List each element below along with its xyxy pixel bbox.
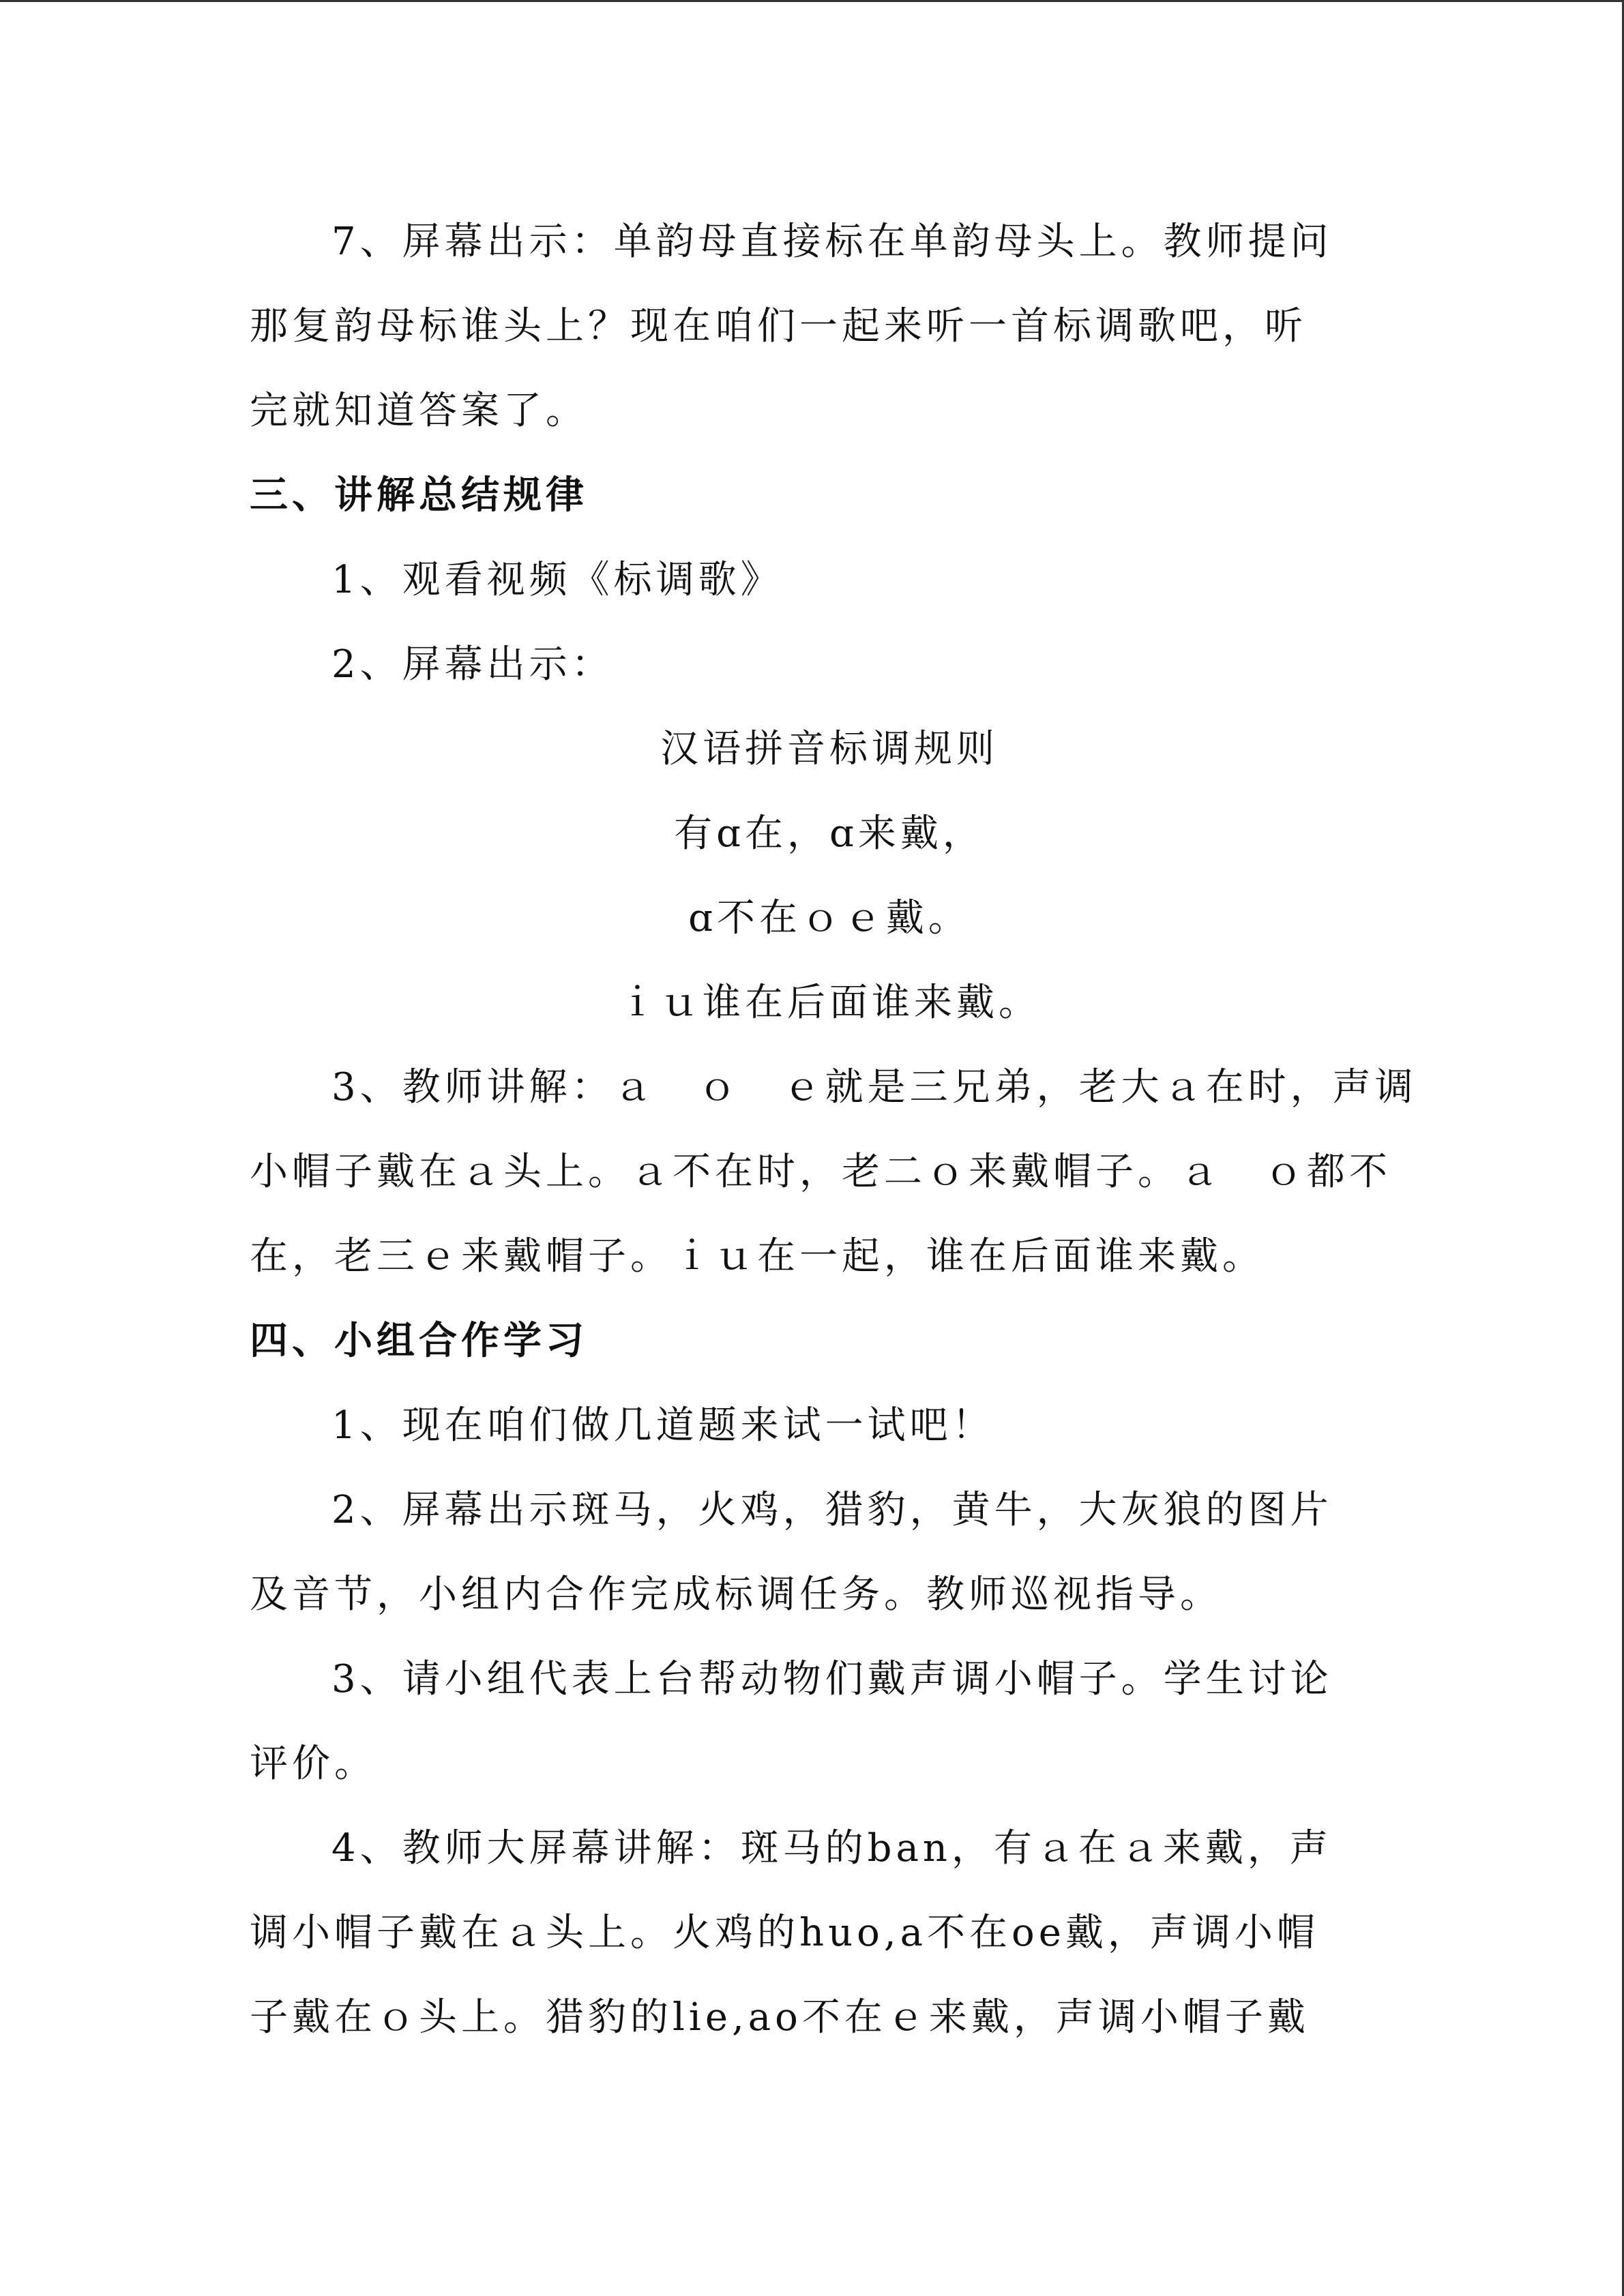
paragraph-line: 1、现在咱们做几道题来试一试吧！ [331,1403,994,1448]
paragraph-line: 评价。 [250,1742,377,1786]
paragraph-line: 2、屏幕出示： [331,642,614,687]
paragraph-line: 完就知道答案了。 [250,389,588,433]
rule-title: 汉语拼音标调规则 [660,727,999,771]
paragraph-line: 小帽子戴在ａ头上。ａ不在时，老二ｏ来戴帽子。ａ ｏ都不 [250,1150,1391,1194]
rule-line: ｉｕ谁在后面谁来戴。 [618,981,1041,1025]
paragraph-line: 4、教师大屏幕讲解：斑马的ban，有ａ在ａ来戴，声 [331,1826,1332,1870]
section-heading-3: 三、讲解总结规律 [250,473,588,518]
paragraph-line: 7、屏幕出示：单韵母直接标在单韵母头上。教师提问 [331,220,1333,264]
section-heading-4: 四、小组合作学习 [250,1319,588,1363]
paragraph-line: 1、观看视频《标调歌》 [331,558,783,602]
document-body [250,200,1417,2060]
rule-line: 有ɑ在，ɑ来戴， [674,811,985,856]
rule-line: ɑ不在ｏｅ戴。 [688,896,971,940]
paragraph-line: 那复韵母标谁头上？现在咱们一起来听一首标调歌吧，听 [250,304,1307,348]
paragraph-line: 3、请小组代表上台帮动物们戴声调小帽子。学生讨论 [331,1657,1333,1701]
paragraph-line: 3、教师讲解：ａ ｏ ｅ就是三兄弟，老大ａ在时，声调 [331,1065,1417,1109]
paragraph-line: 子戴在ｏ头上。猎豹的lie,ao不在ｅ来戴，声调小帽子戴 [250,1995,1310,2040]
paragraph-line: 调小帽子戴在ａ头上。火鸡的huo,a不在oe戴，声调小帽 [250,1911,1319,1955]
paragraph-line: 在，老三ｅ来戴帽子。ｉｕ在一起，谁在后面谁来戴。 [250,1234,1265,1279]
paragraph-line: 及音节，小组内合作完成标调任务。教师巡视指导。 [250,1572,1222,1617]
paragraph-line: 2、屏幕出示斑马，火鸡，猎豹，黄牛，大灰狼的图片 [331,1488,1333,1532]
